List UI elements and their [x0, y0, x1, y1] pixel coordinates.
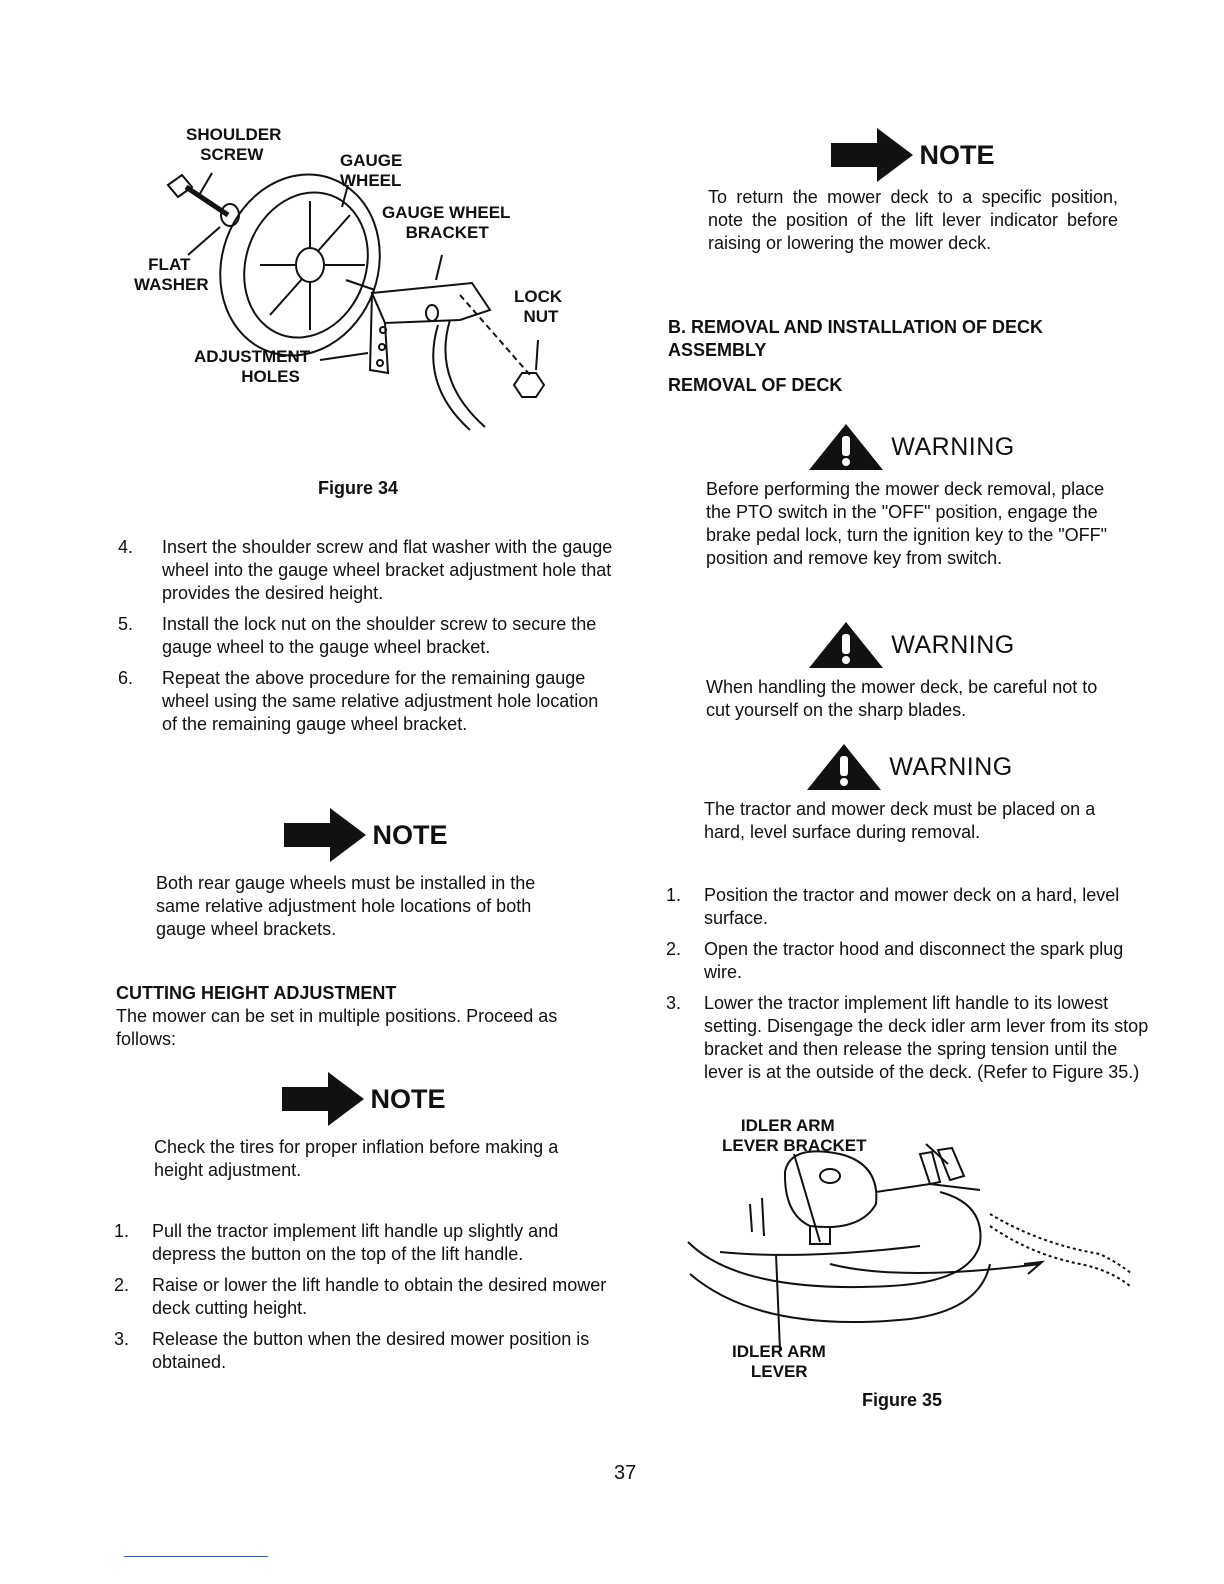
warning-title: WARNING: [889, 752, 1013, 781]
step-number: 6.: [118, 668, 134, 688]
warning-triangle-icon: [807, 620, 885, 670]
warning-box-2: [706, 620, 1116, 722]
list-item: [118, 613, 614, 659]
step-number: 2.: [666, 939, 682, 959]
warning-triangle-icon: [807, 422, 885, 472]
section-heading: B. REMOVAL AND INSTALLATION OF DECK ASSEMBLY: [668, 317, 1043, 360]
note-title: NOTE: [370, 1083, 446, 1114]
right-steps: [666, 884, 1152, 1092]
list-item: [114, 1274, 608, 1320]
list-item: [666, 938, 1152, 984]
note-header: [708, 128, 1118, 182]
list-item: [114, 1328, 608, 1374]
arrow-right-icon: [284, 808, 366, 862]
warning-box-1: [706, 422, 1116, 570]
note-text: Both rear gauge wheels must be installed in the same relative adjustment hole locations of both gauge wheel brackets.: [156, 873, 536, 939]
step-text: Install the lock nut on the shoulder screw to secure the gauge wheel to the gauge wheel bracket.: [162, 614, 597, 657]
step-number: 4.: [118, 537, 134, 557]
label-lock-nut: LOCK NUT: [514, 287, 563, 326]
note-box-3: [708, 128, 1118, 255]
warning-text: When handling the mower deck, be careful not to cut yourself on the sharp blades.: [706, 677, 1098, 720]
cutting-height-section: [116, 982, 616, 1051]
figure-34-caption: Figure 34: [318, 478, 399, 498]
step-number: 2.: [114, 1275, 130, 1295]
figure-35-caption: Figure 35: [862, 1390, 943, 1410]
warning-title: WARNING: [891, 432, 1015, 461]
warning-box-3: [704, 742, 1114, 844]
label-gauge-wheel-bracket: GAUGE WHEEL BRACKET: [382, 203, 511, 242]
step-number: 1.: [666, 885, 682, 905]
warning-header: [706, 422, 1116, 472]
list-item: [114, 1220, 608, 1266]
warning-text: The tractor and mower deck must be placed on a hard, level surface during removal.: [704, 799, 1096, 842]
note-box-2: [154, 1072, 574, 1182]
warning-triangle-icon: [805, 742, 883, 792]
footer-rule: [124, 1556, 268, 1557]
step-text: Raise or lower the lift handle to obtain the desired mower deck cutting height.: [152, 1275, 607, 1318]
label-gauge-wheel: GAUGE WHEEL: [340, 151, 403, 190]
list-item: [666, 992, 1152, 1084]
arrow-right-icon: [282, 1072, 364, 1126]
list-item: [118, 667, 614, 736]
note-text: To return the mower deck to a specific position, note the position of the lift lever indicator before raising or lowering the mower deck.: [708, 187, 1118, 253]
label-flat-washer: FLAT WASHER: [134, 255, 209, 294]
warning-header: [706, 620, 1116, 670]
step-text: Position the tractor and mower deck on a hard, level surface.: [704, 885, 1120, 928]
section-intro: The mower can be set in multiple positions. Proceed as follows:: [116, 1006, 558, 1049]
section-heading: CUTTING HEIGHT ADJUSTMENT: [116, 983, 397, 1003]
warning-title: WARNING: [891, 630, 1015, 659]
note-box-1: [156, 808, 576, 941]
note-title: NOTE: [919, 139, 995, 170]
step-text: Release the button when the desired mower position is obtained.: [152, 1329, 590, 1372]
step-number: 5.: [118, 614, 134, 634]
label-idler-arm-lever: IDLER ARM LEVER: [732, 1342, 826, 1381]
arrow-right-icon: [831, 128, 913, 182]
list-item: [666, 884, 1152, 930]
left-steps-a: [118, 536, 614, 744]
section-subheading: REMOVAL OF DECK: [668, 375, 843, 395]
label-idler-arm-lever-bracket: IDLER ARM LEVER BRACKET: [722, 1116, 867, 1155]
label-adjustment-holes: ADJUSTMENT HOLES: [194, 347, 311, 386]
step-text: Lower the tractor implement lift handle to its lowest setting. Disengage the deck idler arm lever from its stop bracket and then release the spring tension until the lever is at the outside of the deck. (Refer to Figure 35.): [704, 993, 1149, 1082]
left-steps-b: [114, 1220, 608, 1382]
note-header: [156, 808, 576, 862]
step-text: Repeat the above procedure for the remaining gauge wheel using the same relative adjustment hole location of the remaining gauge wheel bracket.: [162, 668, 599, 734]
step-text: Open the tractor hood and disconnect the spark plug wire.: [704, 939, 1124, 982]
label-shoulder-screw: SHOULDER SCREW: [186, 125, 282, 164]
step-text: Pull the tractor implement lift handle up slightly and depress the button on the top of the lift handle.: [152, 1221, 559, 1264]
note-header: [154, 1072, 574, 1126]
figure-34: [120, 115, 590, 475]
note-text: Check the tires for proper inflation before making a height adjustment.: [154, 1137, 559, 1180]
step-number: 1.: [114, 1221, 130, 1241]
list-item: [118, 536, 614, 605]
step-number: 3.: [666, 993, 682, 1013]
warning-header: [704, 742, 1114, 792]
page-number: 37: [614, 1462, 637, 1484]
section-b: [668, 316, 1128, 397]
step-text: Insert the shoulder screw and flat washer with the gauge wheel into the gauge wheel bracket adjustment hole that provides the desired height.: [162, 537, 613, 603]
note-title: NOTE: [372, 819, 448, 850]
warning-text: Before performing the mower deck removal, place the PTO switch in the "OFF" position, engage the brake pedal lock, turn the ignition key to the "OFF" position and remove key from switch.: [706, 479, 1107, 568]
step-number: 3.: [114, 1329, 130, 1349]
figure-35: [680, 1114, 1140, 1384]
